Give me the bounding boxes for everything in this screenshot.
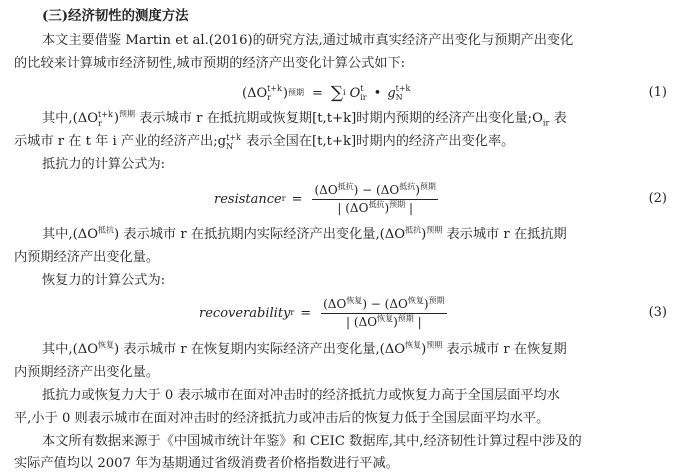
para2-sub: r — [98, 118, 102, 128]
para4-label2: 恢复 — [405, 340, 422, 350]
para2-line1: 其中,(ΔO t+k r )$^{预期}$ 表示城市 r 在抵抗期或恢复期[t,t+k]时期内预期的经济产出变化量$;O_{ir}$ 表 — [42, 109, 567, 128]
eq1-lhs-sup: t+k — [267, 84, 282, 93]
para6-line1: 本文所有数据来源于《中国城市统计年鉴》和 CEIC 数据库,其中,经济韧性计算过程中涉及的 — [42, 434, 582, 449]
eq3-numerator: $(\Delta O^{恢复}) - (\Delta O^{恢复})^{预期}$ — [321, 297, 446, 314]
eq3-den-label2: 预期 — [397, 313, 414, 323]
eq1-term2-sup: t+k — [395, 84, 411, 93]
eq1-term2-sub: N — [395, 93, 403, 102]
eq2-num-label3: 预期 — [419, 181, 436, 191]
para5-line2: 平,小于 0 则表示城市在面对冲击时的经济抵抗力或冲击后的恢复力低于全国层面平均水平。 — [14, 411, 550, 426]
eq2-lhs: resistance — [214, 191, 282, 207]
equation-3 — [14, 294, 681, 332]
eq1-number: (1) — [648, 85, 667, 100]
eq2-num-label1: 抵抗 — [337, 181, 354, 191]
para2-line1-rest: 表示城市 r 在抵抗期或恢复期[t,t+k]时期内预期的经济产出变化量;O — [134, 111, 543, 126]
eq1-term1: O — [349, 85, 361, 101]
section-heading: (三)经济韧性的测度方法 — [42, 8, 189, 24]
para3-line1: 其中$,(\Delta O^{抵抗})$ 表示城市 r 在抵抗期内实际经济产出变化量$,(\Delta O^{抵抗})^{预期}$ 表示城市 r 在抵抗期 — [42, 225, 567, 242]
recovery-intro: 恢复力的计算公式为: — [42, 273, 166, 288]
eq1-lhs-sub: r — [267, 93, 271, 102]
eq1-lhs-close: ) — [282, 85, 288, 101]
eq3-fraction — [321, 297, 446, 330]
eq3-num-label2: 恢复 — [407, 295, 424, 305]
para2-line1-start: 其中,(ΔO — [42, 111, 99, 126]
para2-line2 — [14, 132, 681, 152]
para4-line1: 其中$,(\Delta O^{恢复})$ 表示城市 r 在恢复期内实际经济产出变化量$,(\Delta O^{恢复})^{预期}$ 表示城市 r 在恢复期 — [42, 340, 567, 357]
eq2-fraction — [312, 183, 437, 216]
para5-line1: 抵抗力或恢复力大于 0 表示城市在面对冲击时的经济抵抗力或恢复力高于全国层面平均水 — [42, 388, 560, 403]
eq3-lhs: recoverability — [199, 305, 291, 321]
eq2-equals: = — [291, 191, 303, 207]
equation-1-body: (ΔO t+k r ) 预期 = ∑ i O t ir • g t+k N — [242, 83, 411, 103]
eq3-denominator: | $(\Delta O^{恢复})^{预期}$ | — [346, 313, 422, 329]
eq2-number: (2) — [648, 191, 667, 206]
para2-g-sub: N — [226, 141, 234, 151]
eq2-denominator: | $(\Delta O^{抵抗})^{预期}$ | — [337, 199, 413, 215]
eq2-num-label2: 抵抗 — [399, 181, 416, 191]
equation-1 — [14, 79, 681, 107]
para2-sup: t+k — [98, 109, 113, 119]
para3-label1: 抵抗 — [98, 225, 115, 235]
para4-label3: 预期 — [426, 340, 443, 350]
eq1-equals: = — [311, 85, 323, 101]
para4-line2: 内预期经济产出变化量。 — [14, 365, 160, 380]
para2-g-sup: t+k — [226, 132, 241, 142]
equation-2 — [14, 180, 681, 218]
para2-line2-start: 示城市 r 在 t 年 i 产业的经济产出;g — [14, 134, 227, 149]
eq1-term1-sup: t — [360, 84, 364, 93]
eq3-den-label1: 恢复 — [377, 313, 394, 323]
para1-line2: 的比较来计算城市经济韧性,城市预期的经济产出变化计算公式如下: — [14, 56, 406, 71]
resistance-intro: 抵抗力的计算公式为: — [42, 157, 166, 172]
para2-label: 预期 — [118, 109, 135, 119]
eq3-num-label1: 恢复 — [346, 295, 363, 305]
eq2-den-label1: 抵抗 — [368, 199, 385, 209]
eq1-sum: ∑ — [330, 83, 344, 103]
para2-line1-end: 表 — [549, 111, 567, 126]
eq3-equals: = — [300, 305, 312, 321]
eq1-term2: g — [387, 85, 396, 101]
eq3-number: (3) — [648, 305, 667, 320]
eq2-den-label2: 预期 — [389, 199, 406, 209]
para6-line2: 实际产值均以 2007 年为基期通过省级消费者价格指数进行平减。 — [14, 456, 399, 471]
para2-line2-rest: 表示全国在[t,t+k]时期内的经济产出变化率。 — [241, 134, 515, 149]
eq2-numerator: $(\Delta O^{抵抗}) - (\Delta O^{抵抗})^{预期}$ — [312, 183, 437, 200]
equation-2-body: resistance r = $\frac{(\Delta O^{抵抗}) - (\Delta O^{抵抗})^{预期}}{| (\Delta O^{抵抗})^{预期} |}$ — [214, 181, 436, 215]
para3-label3: 预期 — [426, 225, 443, 235]
eq1-dot: • — [373, 85, 382, 101]
para1-line1: 本文主要借鉴 Martin et al.(2016)的研究方法,通过城市真实经济产出变化与预期产出变化 — [42, 33, 574, 48]
para3-label2: 抵抗 — [405, 225, 422, 235]
para3-line2: 内预期经济产出变化量。 — [14, 250, 160, 265]
eq3-num-label3: 预期 — [428, 295, 445, 305]
equation-3-body: recoverability r = $\frac{(\Delta O^{恢复}) - (\Delta O^{恢复})^{预期}}{| (\Delta O^{恢复})^{预期} |}$ — [199, 295, 445, 329]
eq1-lhs: (ΔO — [242, 85, 268, 101]
eq1-term1-sub: ir — [360, 93, 367, 102]
para2-o-sub: ir — [542, 118, 550, 128]
para4-label1: 恢复 — [98, 340, 115, 350]
